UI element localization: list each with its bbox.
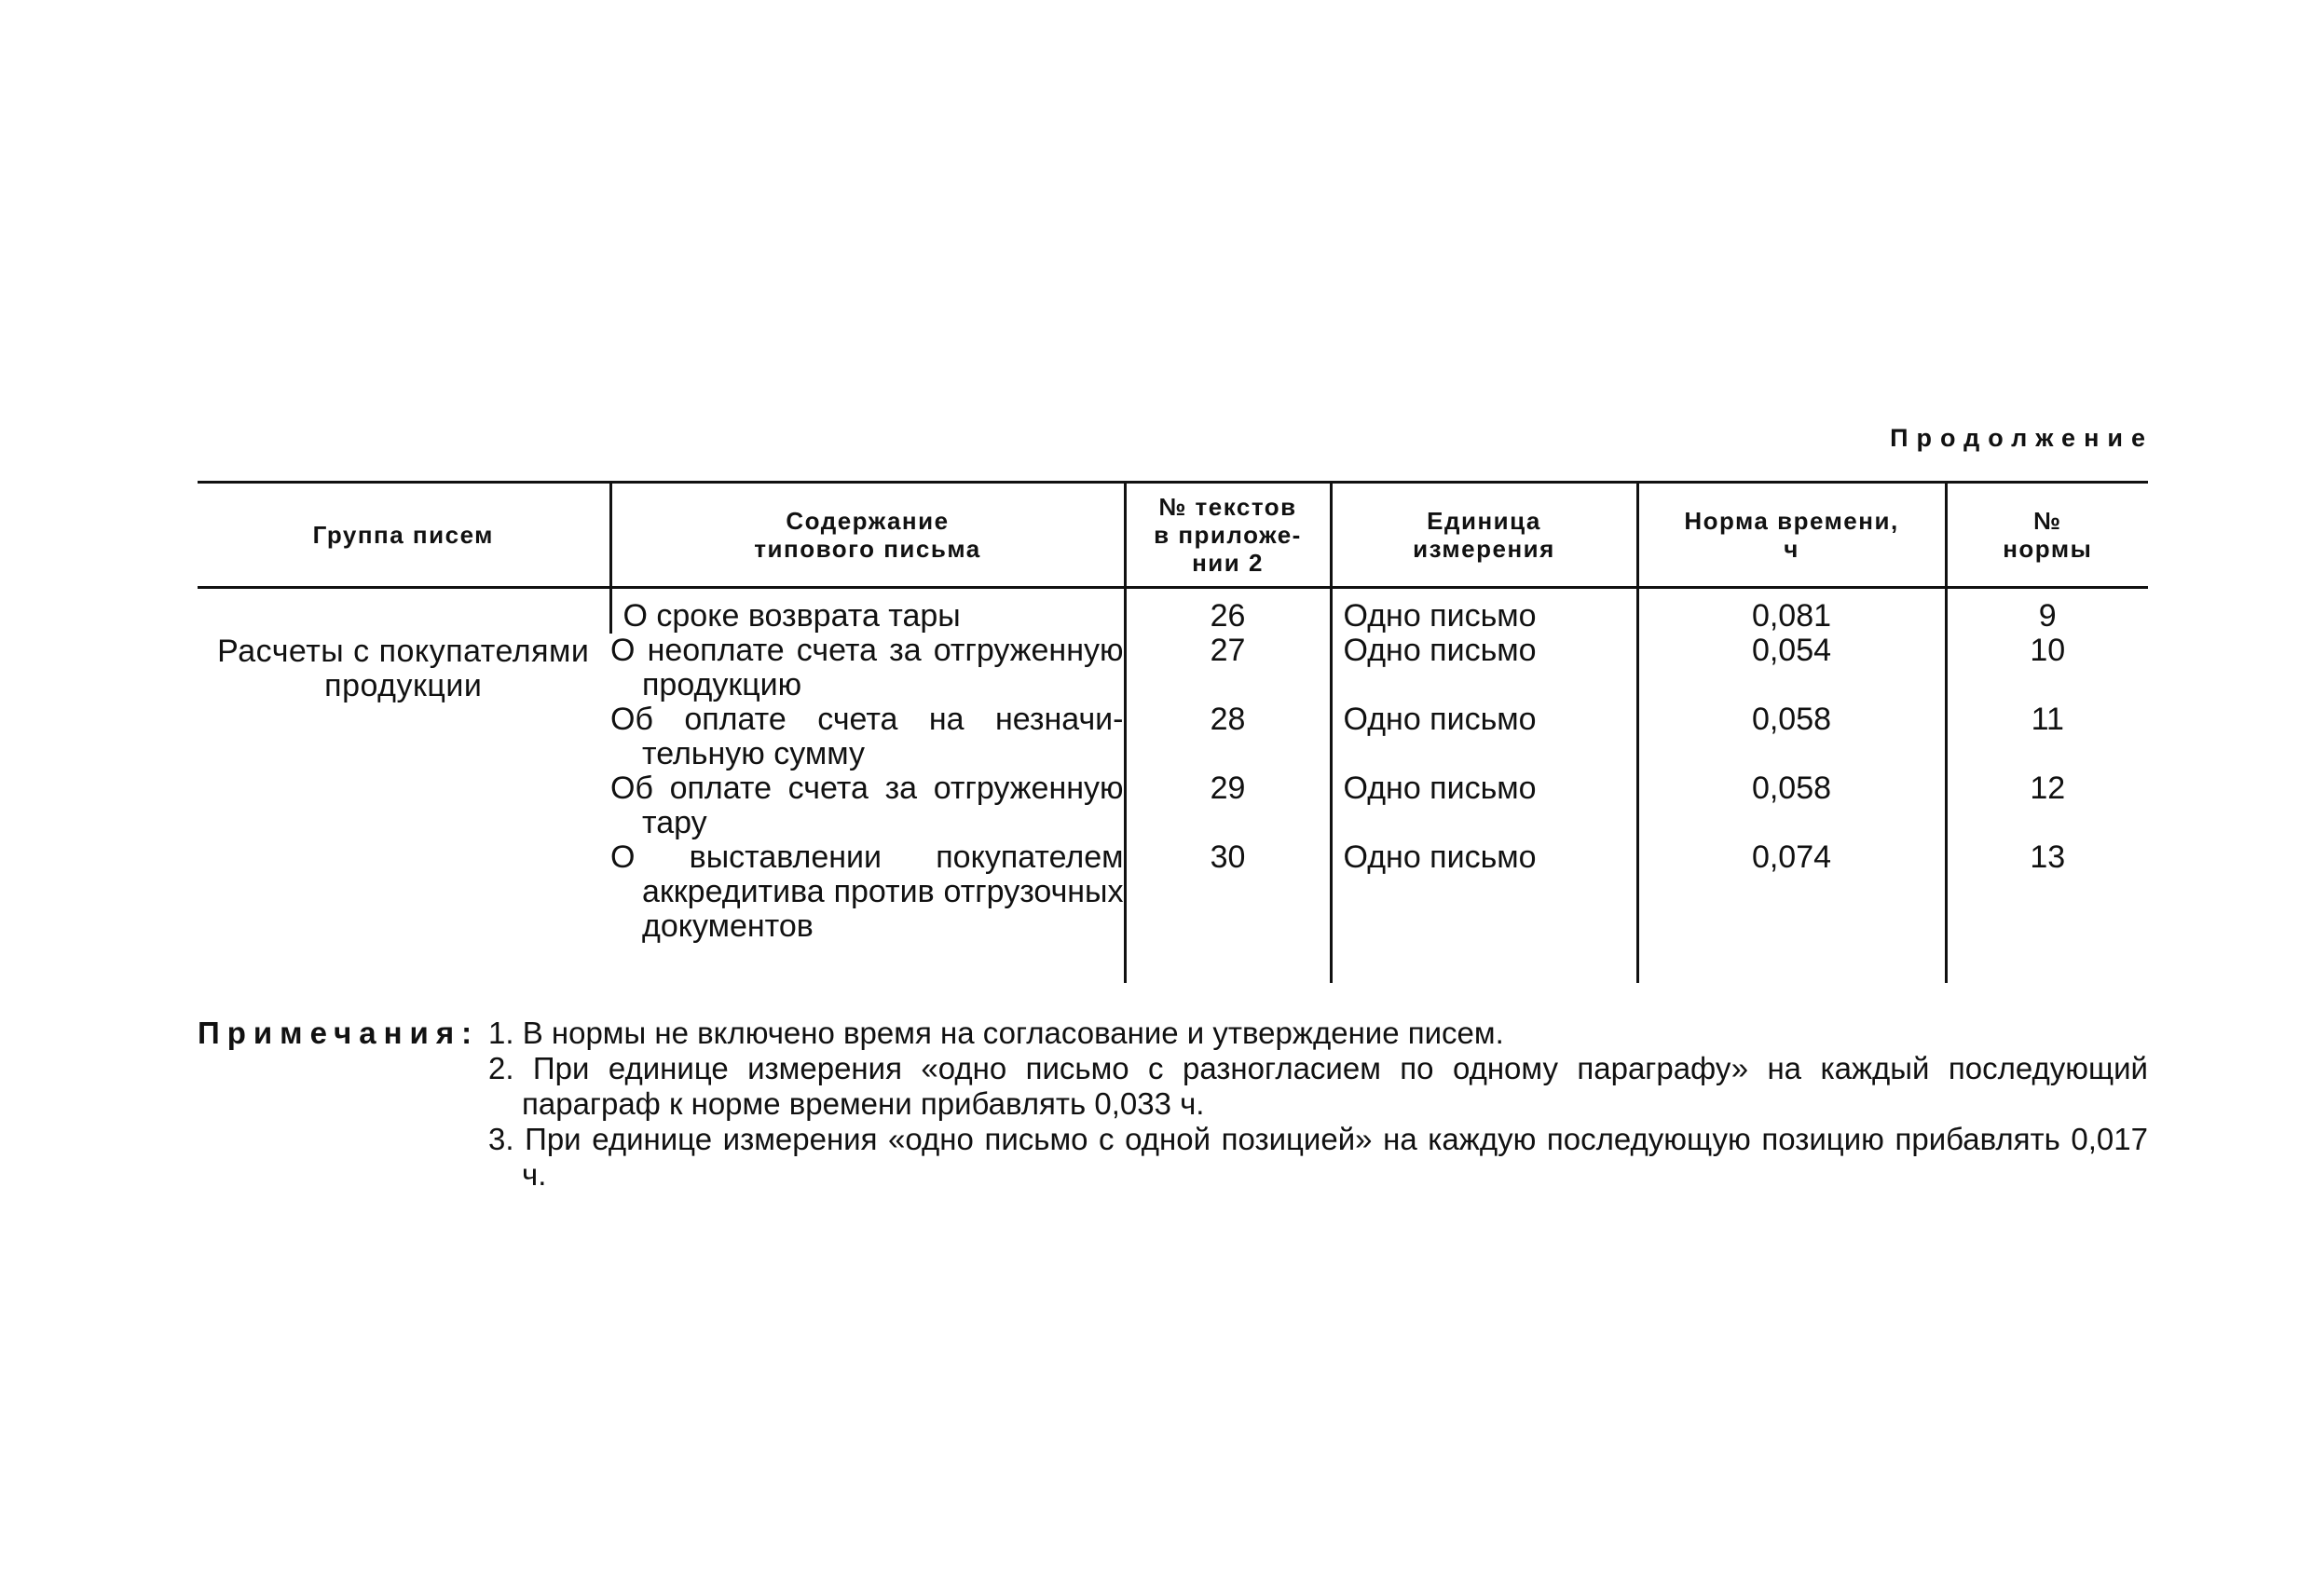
header-norm-no-line: нормы — [2003, 535, 2093, 563]
notes-section — [198, 1016, 2148, 1193]
norm-cell: 9 — [1946, 588, 2148, 634]
time-cell: 0,058 — [1637, 771, 1946, 840]
time-cell: 0,058 — [1637, 703, 1946, 771]
header-time-norm — [1637, 483, 1946, 588]
unit-cell: Одно письмо — [1331, 634, 1637, 703]
continuation-label: Продолжение — [1890, 424, 2154, 452]
norm-cell: 10 — [1946, 634, 2148, 703]
unit-cell: Одно письмо — [1331, 771, 1637, 840]
table-row — [198, 588, 2148, 634]
header-group: Группа писем — [198, 483, 610, 588]
header-texts-no-line: в приложе- — [1154, 521, 1302, 549]
time-cell: 0,074 — [1637, 840, 1946, 983]
header-norm-no — [1946, 483, 2148, 588]
norms-table — [198, 481, 2148, 983]
text-no-cell: 29 — [1125, 771, 1331, 840]
unit-cell: Одно письмо — [1331, 588, 1637, 634]
notes-title: Примечания: — [198, 1016, 480, 1050]
unit-cell: Одно письмо — [1331, 840, 1637, 983]
group-label-line: Расчеты с покупателями — [217, 634, 590, 669]
note-item: 1. В нормы не включено время на согласование и утверждение писем. — [488, 1016, 1504, 1050]
header-unit-line: измерения — [1413, 535, 1555, 563]
unit-cell: Одно письмо — [1331, 703, 1637, 771]
norm-cell: 11 — [1946, 703, 2148, 771]
text-no-cell: 30 — [1125, 840, 1331, 983]
header-unit — [1331, 483, 1637, 588]
table-header-row — [198, 483, 2148, 588]
note-item: 2. При единице измерения «одно письмо с разногласием по одному параграфу» на каждый последующий параграф к норме времени прибавлять 0,033 ч. — [488, 1051, 2148, 1121]
content-cell: О неоплате счета за отгруженную продукцию — [610, 633, 1124, 703]
time-cell: 0,081 — [1637, 588, 1946, 634]
content-cell: О выставлении покупателем аккредитива против отгрузочных документов — [610, 839, 1124, 944]
text-no-cell: 26 — [1125, 588, 1331, 634]
header-texts-no — [1125, 483, 1331, 588]
group-cell — [198, 588, 610, 984]
header-texts-no-line: нии 2 — [1192, 549, 1264, 577]
header-content-line: типового письма — [754, 535, 981, 563]
time-cell: 0,054 — [1637, 634, 1946, 703]
group-label-line: продукции — [324, 668, 483, 703]
norm-cell: 12 — [1946, 771, 2148, 840]
header-unit-line: Единица — [1427, 507, 1541, 535]
header-content-line: Содержание — [786, 507, 950, 535]
header-norm-no-line: № — [2033, 507, 2062, 535]
header-texts-no-line: № текстов — [1158, 493, 1297, 521]
content-cell: О сроке возврата тары — [610, 588, 1125, 634]
header-content — [610, 483, 1125, 588]
content-cell: Об оплате счета за отгруженную тару — [610, 771, 1124, 840]
header-time-norm-line: Норма времени, — [1684, 507, 1899, 535]
header-time-norm-line: ч — [1784, 535, 1799, 563]
content-cell: Об оплате счета на незначительную сумму — [610, 702, 1124, 771]
text-no-cell: 27 — [1125, 634, 1331, 703]
norm-cell: 13 — [1946, 840, 2148, 983]
note-item: 3. При единице измерения «одно письмо с одной позицией» на каждую последующую позицию прибавлять 0,017 ч. — [488, 1122, 2148, 1192]
text-no-cell: 28 — [1125, 703, 1331, 771]
